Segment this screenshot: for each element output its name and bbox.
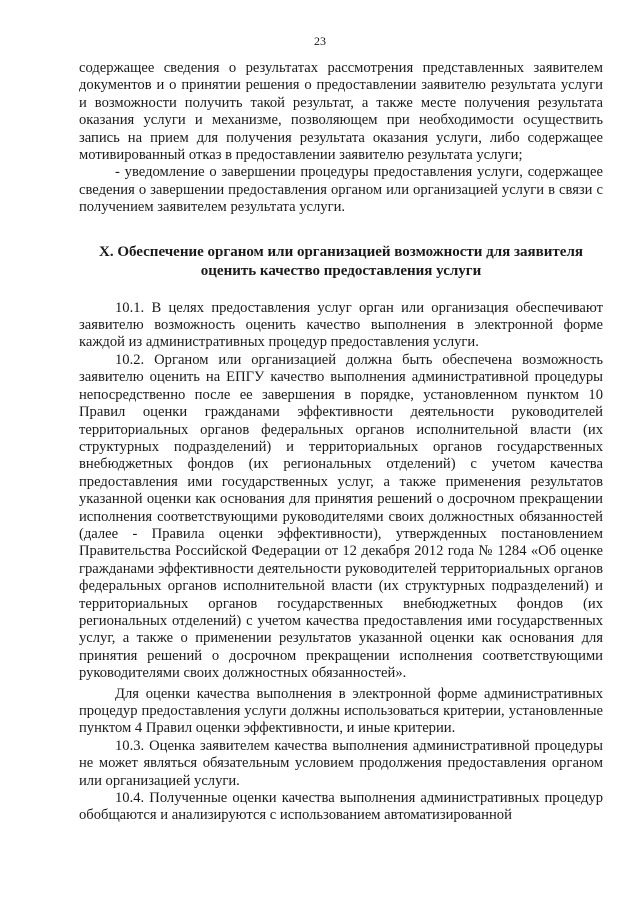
paragraph-10-1: 10.1. В целях предоставления услуг орган или организация обеспечивают заявителю возможность оценить качество выполнения в электронной форме каждой из административных процедур предоставления услуги. [79, 299, 603, 351]
page-number: 23 [314, 34, 326, 48]
paragraph-result-info: содержащее сведения о результатах рассмотрения представленных заявителем документов и о принятии решения о предоставлении заявителю результата услуги и возможности получить такой результат, а также месте получения результата оказания услуги и механизме, позволяющем при необходимости осуществить запись на прием для получения результата оказания услуги, либо содержащее мотивированный отказ в предоставлении заявителю результата услуги; [79, 60, 603, 164]
section-heading [79, 243, 603, 281]
document-body [79, 60, 603, 825]
paragraph-10-2: 10.2. Органом или организацией должна быть обеспечена возможность заявителю оценить на ЕПГУ качество выполнения административной процедуры непосредственно после ее завершения в порядке, установленном пунктом 10 Правил оценки гражданами эффективности деятельности руководителей территориальных органов федеральных органов исполнительной власти (их структурных подразделений) и территориальных органов государственных внебюджетных фондов (их региональных отделений) с учетом качества предоставления ими государственных услуг, а также применения результатов указанной оценки как основания для принятия решений о досрочном прекращении исполнения соответствующими руководителями своих должностных обязанностей (далее - Правила оценки эффективности), утвержденных постановлением Правительства Российской Федерации от 12 декабря 2012 года № 1284 «Об оценке гражданами эффективности деятельности руководителей территориальных органов федеральных органов исполнительной власти (их структурных подразделений) и территориальных органов государственных внебюджетных фондов (их региональных отделений) с учетом качества предоставления ими государственных услуг, а также о применении результатов указанной оценки как основания для принятия решений о досрочном прекращении исполнения соответствующими руководителями своих должностных обязанностей». [79, 351, 603, 682]
section-heading-line-1: X. Обеспечение органом или организацией возможности для заявителя [99, 243, 583, 260]
paragraph-completion-notice: - уведомление о завершении процедуры предоставления услуги, содержащее сведения о завершении предоставления органом или организацией услуги в связи с получением заявителем результата услуги. [79, 164, 603, 216]
paragraph-evaluation-criteria: Для оценки качества выполнения в электронной форме административных процедур предоставления услуги должны использоваться критерии, установленные пунктом 4 Правил оценки эффективности, и иные критерии. [79, 685, 603, 737]
section-heading-line-2: оценить качество предоставления услуги [200, 262, 482, 279]
paragraph-10-3: 10.3. Оценка заявителем качества выполнения административной процедуры не может являться обязательным условием продолжения предоставления органом или организацией услуги. [79, 737, 603, 789]
paragraph-10-4: 10.4. Полученные оценки качества выполнения административных процедур обобщаются и анализируются с использованием автоматизированной [79, 790, 603, 824]
